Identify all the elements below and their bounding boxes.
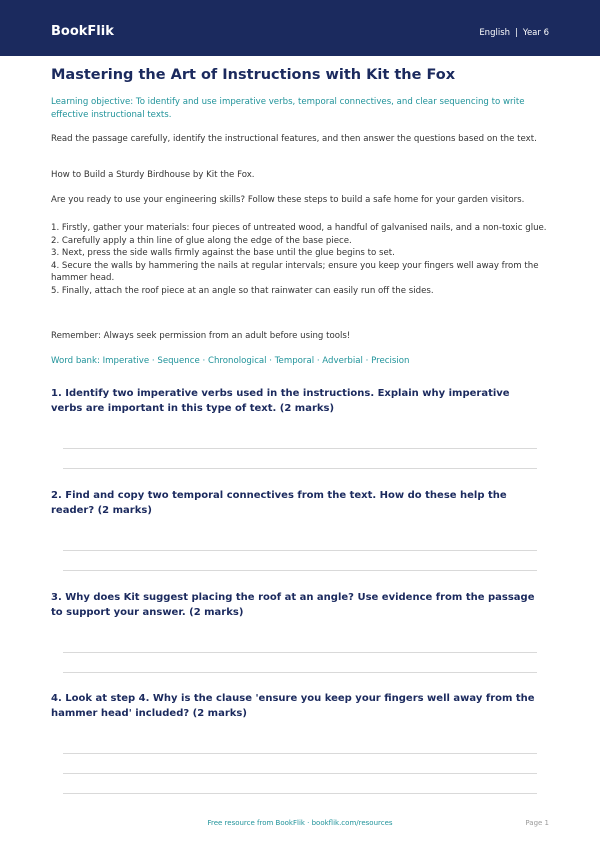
answer-line[interactable]: [63, 448, 537, 449]
word-bank: Word bank: Imperative · Sequence · Chronological · Temporal · Adverbial · Precision: [51, 356, 410, 366]
meta-separator: |: [515, 28, 518, 38]
answer-line[interactable]: [63, 672, 537, 673]
header-meta: [479, 27, 549, 39]
instruction-step: 4. Secure the walls by hammering the nails at regular intervals; ensure you keep your fingers well away from the hammer head.: [51, 260, 539, 283]
page-number: Page 1: [525, 819, 549, 827]
answer-line[interactable]: [63, 753, 537, 754]
learning-objective: Learning objective: To identify and use imperative verbs, temporal connectives, and clear sequencing to write effective instructional texts.: [51, 97, 525, 120]
instruction-step: 2. Carefully apply a thin line of glue along the edge of the base piece.: [51, 235, 352, 246]
question-3: 3. Why does Kit suggest placing the roof at an angle? Use evidence from the passage to support your answer. (2 marks): [51, 592, 535, 618]
instruction-step: 5. Finally, attach the roof piece at an angle so that rainwater can easily run off the sides.: [51, 285, 434, 296]
instruction-steps: [51, 222, 551, 297]
answer-line[interactable]: [63, 570, 537, 571]
year-label: Year 6: [522, 28, 549, 38]
answer-line[interactable]: [63, 550, 537, 551]
question-4: 4. Look at step 4. Why is the clause 'ensure you keep your fingers well away from the hammer head' included? (2 marks): [51, 693, 535, 719]
instruction-step: 3. Next, press the side walls firmly against the base until the glue begins to set.: [51, 248, 395, 258]
passage-opening: Are you ready to use your engineering skills? Follow these steps to build a safe home for your garden visitors.: [51, 195, 525, 205]
answer-line[interactable]: [63, 652, 537, 653]
question-2: 2. Find and copy two temporal connectives from the text. How do these help the reader? (2 marks): [51, 490, 507, 516]
intro-text: Read the passage carefully, identify the instructional features, and then answer the questions based on the text.: [51, 134, 537, 144]
answer-line[interactable]: [63, 773, 537, 774]
footer-credit[interactable]: Free resource from BookFlik · bookflik.com/resources: [207, 819, 393, 827]
instruction-step: 1. Firstly, gather your materials: four pieces of untreated wood, a handful of galvanised nails, and a non-toxic glue.: [51, 223, 547, 233]
passage-heading: How to Build a Sturdy Birdhouse by Kit the Fox.: [51, 170, 255, 180]
question-1: 1. Identify two imperative verbs used in the instructions. Explain why imperative verbs are important in this type of text. (2 marks): [51, 388, 510, 414]
answer-line[interactable]: [63, 468, 537, 469]
brand-logo[interactable]: BookFlik: [51, 24, 114, 39]
worksheet-title: Mastering the Art of Instructions with Kit the Fox: [51, 67, 456, 83]
answer-line[interactable]: [63, 793, 537, 794]
subject-label: English: [479, 28, 511, 38]
header-bar: [0, 0, 600, 56]
safety-reminder: Remember: Always seek permission from an adult before using tools!: [51, 331, 351, 341]
